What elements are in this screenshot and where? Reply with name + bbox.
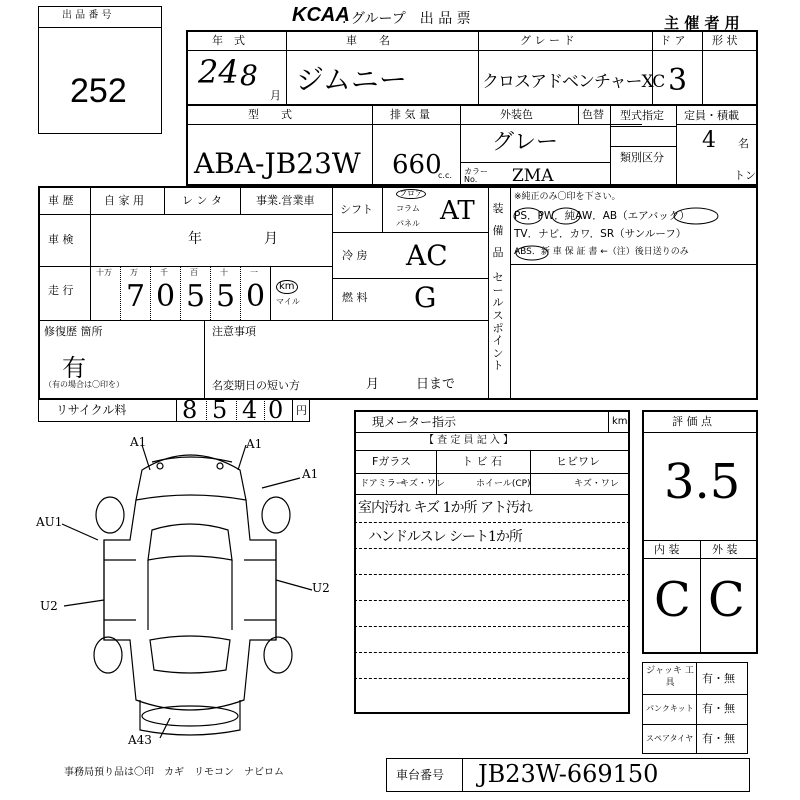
month-unit: 月: [270, 89, 281, 102]
mirror-damage-label: キズ・ワレ: [400, 479, 445, 489]
shift-value: AT: [440, 196, 475, 226]
interior-value: C: [654, 572, 691, 628]
door-label: ド ア: [660, 34, 686, 47]
wheel-label: ホイール(CP): [476, 479, 531, 489]
digit-unit-10: 十: [220, 268, 228, 277]
km-unit: km: [276, 280, 298, 294]
color-no-label: カラー No.: [464, 167, 488, 184]
damage-mark-front-right: A1: [246, 437, 263, 451]
spare-tire-label: スペアタイヤ: [646, 734, 694, 743]
digit-unit-100k: 十万: [96, 268, 112, 277]
mileage-digits: [90, 266, 270, 320]
lot-number: 252: [70, 72, 127, 110]
score-value: 3.5: [664, 454, 741, 510]
displacement-label: 排 気 量: [390, 108, 430, 121]
month-value: 8: [240, 59, 258, 92]
displacement-value: 660: [392, 150, 442, 180]
damage-mark-left-rear: U2: [40, 599, 58, 613]
mileage-digit: 0: [246, 279, 266, 314]
color-label: 外装色: [500, 108, 533, 121]
inspector-label: 【 査 定 員 記 入 】: [424, 435, 514, 446]
damage-mark-front-left: A1: [130, 435, 147, 449]
puncture-kit-label: パンクキット: [646, 704, 694, 713]
inspection-label: 車 検: [48, 233, 74, 246]
office-note: 事務局預り品は〇印 カギ リモコン ナビロム: [64, 767, 284, 778]
notes-label: 注意事項: [212, 325, 256, 338]
jack-tool-value: 有・無: [702, 672, 735, 685]
color-value: グレー: [492, 130, 559, 155]
load-unit: トン: [734, 169, 756, 182]
digit-unit-1k: 千: [160, 268, 168, 277]
equipment-line3: ABS．新 車 保 証 書 ←（注）後日送りのみ: [514, 247, 689, 257]
title-rest: . グループ 出 品 票: [342, 11, 471, 27]
repair-value: 有: [62, 354, 86, 382]
year-label: 年 式: [212, 34, 245, 47]
interior-label: 内 装: [654, 543, 680, 556]
mileage-digit: 5: [186, 279, 206, 314]
shift-panel: パネル: [396, 219, 420, 228]
shift-floor: フロア: [396, 189, 426, 199]
damage-mark-rear: A43: [128, 733, 152, 747]
recycle-unit: 円: [296, 404, 307, 417]
class-label: 類別区分: [620, 151, 664, 164]
year-value: 24: [198, 53, 239, 91]
body-label: 形 状: [712, 34, 738, 47]
model-designation-label: 型式指定: [620, 109, 664, 122]
recycle-digit: 8: [182, 396, 198, 424]
door-mirror-label: ドアミラー: [360, 479, 405, 489]
notes-month: 月: [366, 377, 380, 392]
sales-point-label: セールスポイント: [492, 271, 504, 373]
jack-tool-label: ジャッキ 工 具: [646, 666, 703, 688]
displacement-unit: c.c.: [438, 171, 452, 180]
recycle-label: リサイクル料: [56, 403, 127, 417]
capacity-unit: 名: [738, 137, 749, 150]
equipment-line1: PS．PW．純AW．AB（エアバック）: [514, 210, 690, 222]
door-value: 3: [668, 63, 688, 98]
exterior-value: C: [708, 572, 745, 628]
damage-mark-right-front: A1: [302, 467, 319, 481]
puncture-kit-value: 有・無: [702, 702, 735, 715]
chip-label: ト ビ 石: [462, 455, 502, 468]
car-name-label: 車 名: [346, 34, 390, 47]
inspection-month: 月: [264, 231, 278, 247]
organizer-label: 主 催 者 用: [664, 14, 740, 32]
capacity-label: 定員・積載: [684, 109, 739, 122]
title-brand: KCAA: [292, 4, 350, 26]
lot-label: 出 品 番 号: [62, 10, 112, 21]
fuel-label: 燃 料: [342, 291, 368, 304]
chassis-value: JB23W-669150: [478, 760, 659, 788]
digit-unit-100: 百: [190, 268, 198, 277]
remark-line-2: ハンドルスレ シート1か所: [368, 529, 522, 545]
history-label: 車 歴: [48, 194, 74, 207]
ac-label: 冷 房: [342, 249, 368, 262]
mileage-digit: 0: [156, 279, 176, 314]
equipment-label: 装 備 品: [492, 202, 504, 259]
notes-day: 日まで: [416, 377, 456, 392]
recolor-label: 色替: [582, 108, 604, 121]
recycle-digit: 0: [268, 396, 284, 424]
history-business: 事業.営業車: [256, 194, 315, 207]
wheel-damage-label: キズ・ワレ: [574, 479, 619, 489]
digit-unit-10k: 万: [130, 268, 138, 277]
model-value: ABA-JB23W: [194, 147, 361, 180]
chassis-label: 車台番号: [396, 768, 445, 782]
meter-unit: km: [612, 416, 628, 427]
digit-unit-1: 一: [250, 268, 258, 277]
model-label: 型 式: [248, 108, 292, 121]
score-label: 評 価 点: [672, 415, 712, 428]
recycle-digit: 4: [242, 396, 258, 424]
crack-label: ヒビワレ: [556, 455, 600, 468]
repair-label: 修復歴 箇所: [44, 325, 103, 338]
equipment-line2: TV．ナビ．カワ．SR（サンルーフ）: [514, 228, 687, 240]
mileage-digit: 5: [216, 279, 236, 314]
damage-mark-left-door: AU1: [36, 515, 63, 529]
history-private: 自 家 用: [104, 194, 144, 207]
fuel-value: G: [414, 281, 437, 314]
damage-mark-right-rear: U2: [312, 581, 330, 595]
lot-box: [38, 6, 162, 134]
shift-label: シフト: [340, 203, 373, 216]
equipment-note: ※純正のみ〇印を下さい。: [514, 192, 621, 202]
spare-tire-value: 有・無: [702, 732, 735, 745]
mile-unit: マイル: [276, 297, 300, 306]
exterior-label: 外 装: [712, 543, 738, 556]
mileage-digit: 7: [126, 279, 146, 314]
windshield-label: Fガラス: [372, 455, 411, 468]
capacity-value: 4: [702, 128, 716, 153]
meter-label: 現メーター指示: [372, 415, 457, 429]
short-name-change-label: 名変期日の短い方: [212, 379, 300, 392]
repair-note: （有の場合は〇印を）: [44, 380, 124, 389]
mileage-label: 走 行: [48, 284, 74, 297]
recycle-digit: 5: [212, 396, 228, 424]
car-name-value: ジムニー: [296, 63, 407, 96]
history-rental: レ ン タ: [182, 194, 222, 207]
ac-value: AC: [406, 239, 448, 272]
inspection-year: 年: [188, 231, 202, 247]
grade-label: グ レ ー ド: [520, 34, 575, 47]
remark-line-1: 室内汚れ キズ 1か所 アト汚れ: [358, 500, 532, 516]
grade-value: クロスアドベンチャーXC: [482, 72, 665, 92]
shift-column: コラム: [396, 204, 420, 213]
color-no-value: ZMA: [512, 166, 554, 186]
